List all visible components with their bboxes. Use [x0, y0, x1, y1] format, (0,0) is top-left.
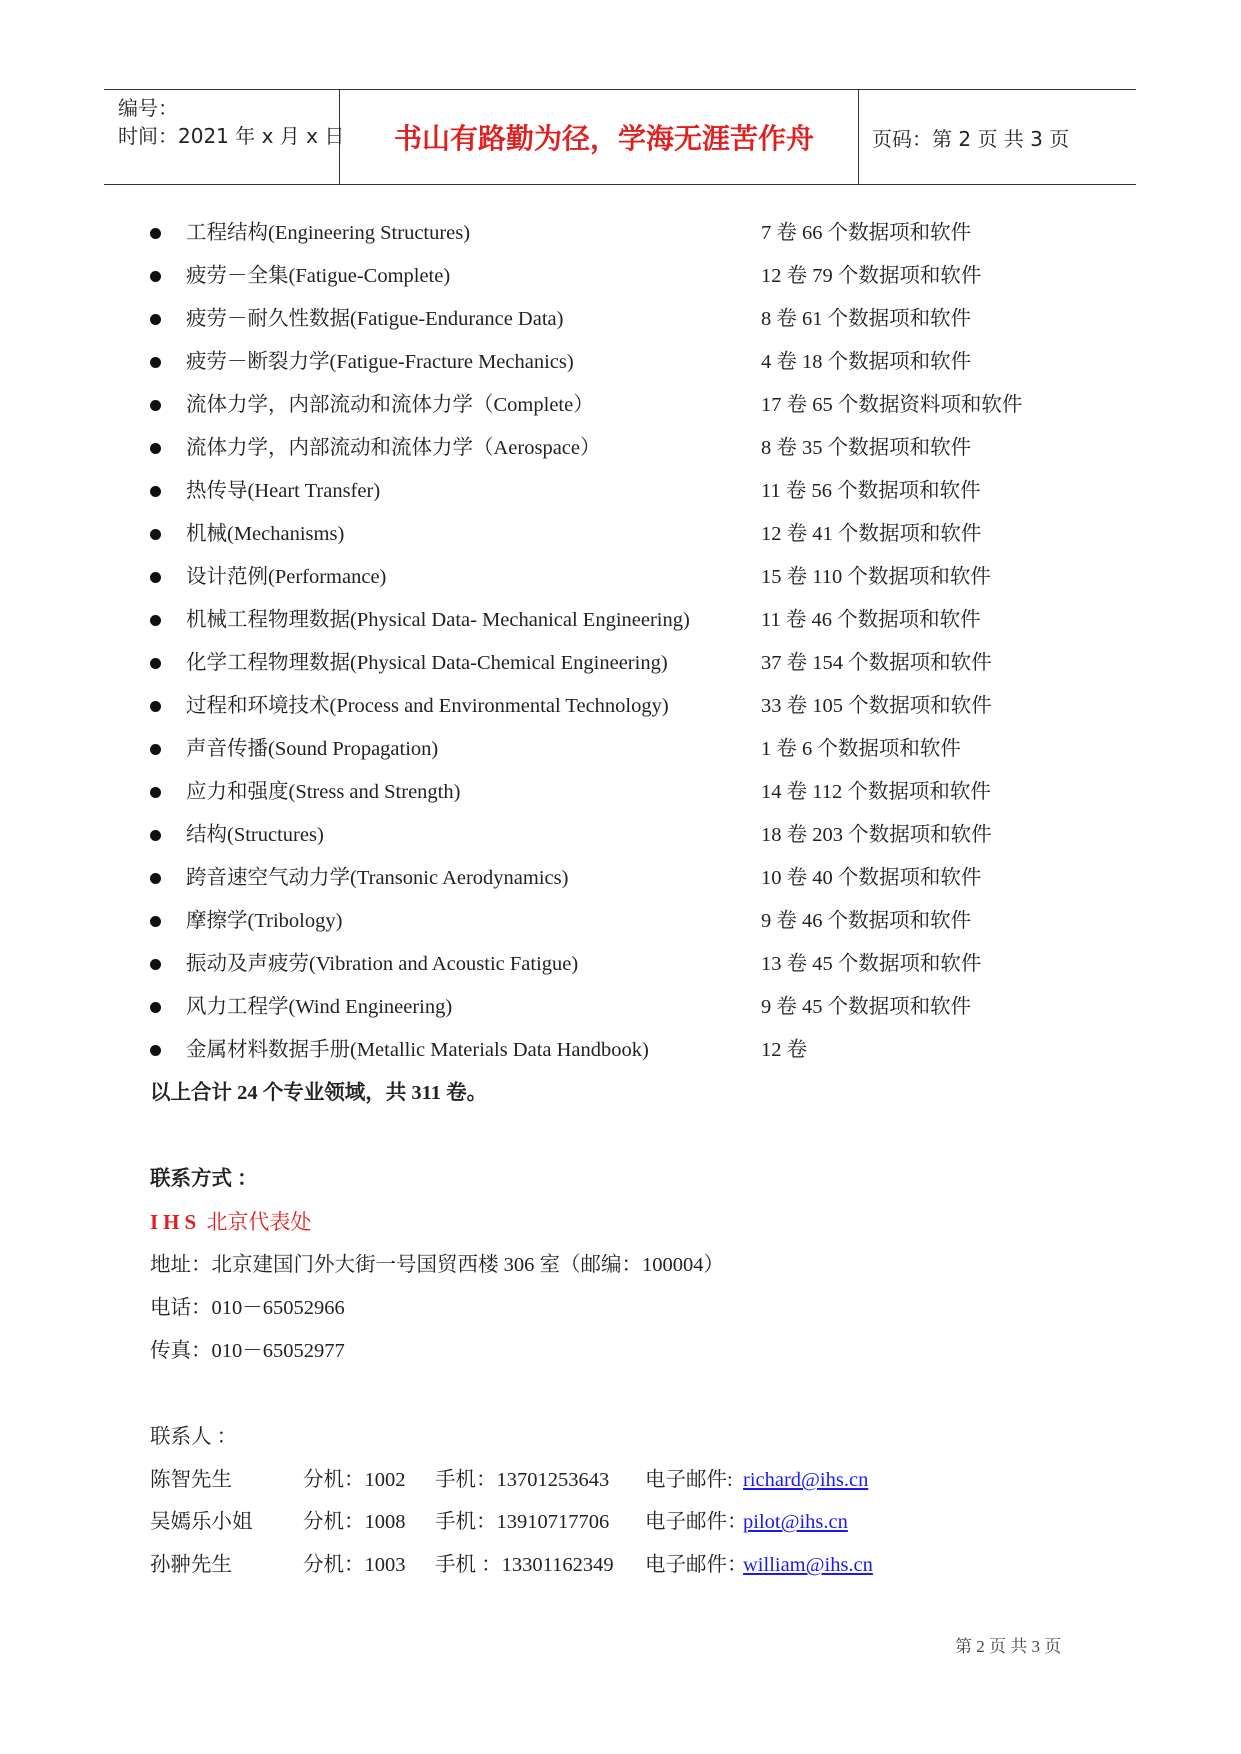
field-volumes: 9 卷 46 个数据项和软件	[761, 910, 972, 932]
list-item	[150, 212, 1090, 255]
person-email-label: 电子邮件：	[645, 1511, 748, 1533]
field-name: 过程和环境技术(Process and Environmental Technology)	[186, 695, 669, 717]
field-volumes: 18 卷 203 个数据项和软件	[761, 824, 992, 846]
bullet-icon	[150, 658, 161, 669]
time-label: 时间：2021 年 x 月 x 日	[118, 124, 345, 148]
bullet-icon	[150, 873, 161, 884]
list-item	[150, 255, 1090, 298]
list-item	[150, 384, 1090, 427]
list-item	[150, 771, 1090, 814]
list-item	[150, 900, 1090, 943]
field-name: 金属材料数据手册(Metallic Materials Data Handbook)	[186, 1039, 649, 1061]
field-name: 结构(Structures)	[186, 824, 324, 846]
person-ext: 分机：1008	[303, 1511, 406, 1533]
person-name: 吴嫣乐小姐	[150, 1511, 253, 1533]
field-name: 机械(Mechanisms)	[186, 523, 345, 545]
field-name: 热传导(Heart Transfer)	[186, 480, 381, 502]
field-volumes: 14 卷 112 个数据项和软件	[761, 781, 991, 803]
field-name: 疲劳－全集(Fatigue-Complete)	[186, 265, 451, 287]
field-name: 应力和强度(Stress and Strength)	[186, 781, 461, 803]
summary: 以上合计 24 个专业领域，共 311 卷。	[150, 1082, 488, 1104]
header-divider	[858, 90, 859, 184]
field-name: 跨音速空气动力学(Transonic Aerodynamics)	[186, 867, 569, 889]
bullet-icon	[150, 701, 161, 712]
field-name: 流体力学，内部流动和流体力学（Complete）	[186, 394, 594, 416]
list-item	[150, 341, 1090, 384]
field-name: 工程结构(Engineering Structures)	[186, 222, 471, 244]
list-item	[150, 728, 1090, 771]
person-name: 陈智先生	[150, 1469, 232, 1491]
list-item	[150, 814, 1090, 857]
persons-heading: 联系人 ：	[150, 1426, 238, 1448]
office-name	[150, 1207, 311, 1237]
list-item	[150, 427, 1090, 470]
field-volumes: 12 卷	[761, 1039, 808, 1061]
field-volumes: 8 卷 35 个数据项和软件	[761, 437, 972, 459]
bullet-icon	[150, 400, 161, 411]
bullet-icon	[150, 486, 161, 497]
field-volumes: 1 卷 6 个数据项和软件	[761, 738, 961, 760]
field-name: 机械工程物理数据(Physical Data- Mechanical Engineering)	[186, 609, 690, 631]
office-brand: IHS	[150, 1210, 202, 1234]
field-list	[150, 212, 1090, 1072]
field-volumes: 37 卷 154 个数据项和软件	[761, 652, 992, 674]
bullet-icon	[150, 314, 161, 325]
list-item	[150, 943, 1090, 986]
header-page-code: 页码：第 2 页 共 3 页	[872, 126, 1070, 151]
contact-heading: 联系方式 ：	[150, 1168, 258, 1190]
field-volumes: 11 卷 56 个数据项和软件	[761, 480, 981, 502]
person-ext: 分机：1002	[303, 1469, 406, 1491]
field-volumes: 10 卷 40 个数据项和软件	[761, 867, 982, 889]
list-item	[150, 857, 1090, 900]
bullet-icon	[150, 443, 161, 454]
person-email-link[interactable]: pilot@ihs.cn	[743, 1511, 848, 1533]
bullet-icon	[150, 1002, 161, 1013]
field-volumes: 7 卷 66 个数据项和软件	[761, 222, 972, 244]
person-email-label: 电子邮件:	[645, 1469, 733, 1491]
field-volumes: 15 卷 110 个数据项和软件	[761, 566, 991, 588]
list-item	[150, 298, 1090, 341]
field-volumes: 12 卷 79 个数据项和软件	[761, 265, 982, 287]
person-mobile: 手机：13910717706	[435, 1511, 610, 1533]
list-item	[150, 642, 1090, 685]
field-name: 设计范例(Performance)	[186, 566, 387, 588]
field-volumes: 4 卷 18 个数据项和软件	[761, 351, 972, 373]
person-email-link[interactable]: william@ihs.cn	[743, 1554, 873, 1576]
field-name: 振动及声疲劳(Vibration and Acoustic Fatigue)	[186, 953, 579, 975]
bullet-icon	[150, 572, 161, 583]
field-name: 声音传播(Sound Propagation)	[186, 738, 439, 760]
field-volumes: 12 卷 41 个数据项和软件	[761, 523, 982, 545]
list-item	[150, 556, 1090, 599]
field-name: 摩擦学(Tribology)	[186, 910, 343, 932]
fax: 传真：010－65052977	[150, 1340, 345, 1362]
bullet-icon	[150, 1045, 161, 1056]
bullet-icon	[150, 787, 161, 798]
list-item	[150, 685, 1090, 728]
field-name: 疲劳－耐久性数据(Fatigue-Endurance Data)	[186, 308, 564, 330]
bullet-icon	[150, 959, 161, 970]
list-item	[150, 513, 1090, 556]
bullet-icon	[150, 615, 161, 626]
bullet-icon	[150, 357, 161, 368]
contact-person-row	[150, 1465, 950, 1495]
bullet-icon	[150, 228, 161, 239]
person-mobile: 手机：13701253643	[435, 1469, 610, 1491]
header-left	[118, 94, 344, 150]
person-ext: 分机：1003	[303, 1554, 406, 1576]
field-name: 疲劳－断裂力学(Fatigue-Fracture Mechanics)	[186, 351, 574, 373]
field-name: 流体力学，内部流动和流体力学（Aerospace）	[186, 437, 601, 459]
field-volumes: 33 卷 105 个数据项和软件	[761, 695, 992, 717]
field-volumes: 9 卷 45 个数据项和软件	[761, 996, 972, 1018]
person-email-label: 电子邮件：	[645, 1554, 748, 1576]
phone: 电话：010－65052966	[150, 1297, 345, 1319]
list-item	[150, 986, 1090, 1029]
list-item	[150, 1029, 1090, 1072]
bullet-icon	[150, 830, 161, 841]
bullet-icon	[150, 529, 161, 540]
person-email-link[interactable]: richard@ihs.cn	[743, 1469, 869, 1491]
contact-person-row	[150, 1550, 950, 1580]
contact-person-row	[150, 1507, 950, 1537]
page-header	[104, 89, 1136, 185]
person-mobile: 手机 ：13301162349	[435, 1554, 614, 1576]
field-volumes: 17 卷 65 个数据资料项和软件	[761, 394, 1023, 416]
address: 地址：北京建国门外大街一号国贸西楼 306 室（邮编：100004）	[150, 1254, 724, 1276]
person-name: 孙翀先生	[150, 1554, 232, 1576]
header-motto: 书山有路勤为径，学海无涯苦作舟	[393, 122, 814, 155]
bullet-icon	[150, 916, 161, 927]
list-item	[150, 599, 1090, 642]
bullet-icon	[150, 744, 161, 755]
page-footer: 第 2 页 共 3 页	[955, 1637, 1062, 1656]
field-volumes: 8 卷 61 个数据项和软件	[761, 308, 972, 330]
field-volumes: 11 卷 46 个数据项和软件	[761, 609, 981, 631]
field-name: 风力工程学(Wind Engineering)	[186, 996, 453, 1018]
office-city: 北京代表处	[206, 1210, 312, 1234]
field-name: 化学工程物理数据(Physical Data-Chemical Engineering)	[186, 652, 668, 674]
number-label: 编号：	[118, 96, 178, 120]
field-volumes: 13 卷 45 个数据项和软件	[761, 953, 982, 975]
list-item	[150, 470, 1090, 513]
bullet-icon	[150, 271, 161, 282]
